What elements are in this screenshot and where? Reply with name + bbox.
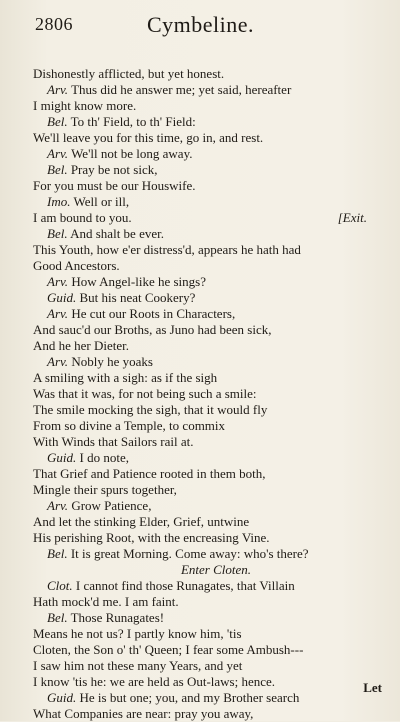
text-line: [33, 658, 363, 674]
stage-direction: [Exit.: [337, 210, 367, 225]
page-header: [35, 12, 365, 38]
text-line: [33, 370, 363, 386]
text-line: [33, 690, 363, 706]
line-text: This Youth, how e'er distress'd, appears he hath had: [33, 242, 301, 257]
line-text: That Grief and Patience rooted in them both,: [33, 466, 266, 481]
text-line: [33, 530, 363, 546]
line-text: To th' Field, to th' Field:: [67, 114, 196, 129]
line-text: Pray be not sick,: [67, 162, 158, 177]
line-text: Means he not us? I partly know him, 'tis: [33, 626, 242, 641]
line-text: And shalt be ever.: [67, 226, 164, 241]
line-text: With Winds that Sailors rail at.: [33, 434, 194, 449]
text-line: [33, 354, 363, 370]
line-text: Thus did he answer me; yet said, hereafter: [68, 82, 292, 97]
line-text: Hath mock'd me. I am faint.: [33, 594, 179, 609]
line-text: What Companies are near: pray you away,: [33, 706, 254, 721]
speaker-name: Bel.: [47, 162, 68, 177]
catchword: Let: [363, 680, 382, 695]
text-line: [33, 338, 363, 354]
line-text: From so divine a Temple, to commix: [33, 418, 226, 433]
text-line: [33, 242, 363, 258]
line-text: Grow Patience,: [68, 498, 152, 513]
speaker-name: Bel.: [47, 610, 68, 625]
speaker-name: Arv.: [47, 146, 69, 161]
text-line: [33, 562, 363, 578]
line-text: I cannot find those Runagates, that Villain: [72, 578, 295, 593]
text-line: [33, 178, 363, 194]
text-line: [33, 66, 363, 82]
line-text: He cut our Roots in Characters,: [68, 306, 236, 321]
page-number: 2806: [35, 14, 73, 34]
speaker-name: Bel.: [47, 546, 68, 561]
text-line: [33, 98, 363, 114]
text-line: [33, 674, 363, 690]
line-text: Nobly he yoaks: [68, 354, 153, 369]
play-text: [33, 66, 367, 722]
text-line: [33, 258, 363, 274]
line-text: We'll leave you for this time, go in, and rest.: [33, 130, 264, 145]
line-text: How Angel-like he sings?: [68, 274, 206, 289]
line-text: Well or ill,: [70, 194, 130, 209]
speaker-name: Guid.: [47, 690, 77, 705]
line-text: Dishonestly afflicted, but yet honest.: [33, 66, 225, 81]
text-line: [33, 482, 363, 498]
text-line: [33, 274, 363, 290]
line-text: I might know more.: [33, 98, 137, 113]
line-text: It is great Morning. Come away: who's there?: [67, 546, 309, 561]
line-text: Was that it was, for not being such a smile:: [33, 386, 257, 401]
text-line: [33, 418, 363, 434]
line-text: I know 'tis he: we are held as Out-laws; hence.: [33, 674, 276, 689]
line-text: We'll not be long away.: [68, 146, 193, 161]
running-title: Cymbeline.: [147, 12, 255, 37]
line-text: And sauc'd our Broths, as Juno had been sick,: [33, 322, 272, 337]
line-text: Those Runagates!: [67, 610, 165, 625]
line-text: Good Ancestors.: [33, 258, 120, 273]
line-text: Mingle their spurs together,: [33, 482, 177, 497]
text-line: [33, 450, 363, 466]
text-line: [33, 434, 363, 450]
text-line: [33, 306, 363, 322]
text-line: [33, 162, 363, 178]
speaker-name: Bel.: [47, 114, 68, 129]
text-line: [33, 514, 363, 530]
line-text: He is but one; you, and my Brother search: [76, 690, 300, 705]
text-line: [33, 706, 363, 722]
speaker-name: Arv.: [47, 354, 69, 369]
speaker-name: Arv.: [47, 274, 69, 289]
line-text: A smiling with a sigh: as if the sigh: [33, 370, 218, 385]
line-text: For you must be our Houswife.: [33, 178, 196, 193]
text-line: [33, 226, 363, 242]
text-line: [33, 466, 363, 482]
text-line: [33, 322, 363, 338]
text-line: [33, 594, 363, 610]
line-text: And let the stinking Elder, Grief, untwine: [33, 514, 250, 529]
text-line: [33, 626, 363, 642]
speaker-name: Imo.: [47, 194, 71, 209]
line-text: I am bound to you.: [33, 210, 132, 225]
text-line: [33, 610, 363, 626]
speaker-name: Bel.: [47, 226, 68, 241]
line-text: I do note,: [76, 450, 129, 465]
text-line: [33, 194, 363, 210]
speaker-name: Arv.: [47, 498, 69, 513]
text-line: [33, 386, 363, 402]
line-text: Cloten, the Son o' th' Queen; I fear some Ambush---: [33, 642, 304, 657]
text-line: [33, 642, 363, 658]
text-line: [33, 82, 363, 98]
text-line: [33, 210, 367, 226]
speaker-name: Guid.: [47, 290, 77, 305]
line-text: And he her Dieter.: [33, 338, 130, 353]
speaker-name: Arv.: [47, 82, 69, 97]
text-line: [33, 290, 363, 306]
line-text: The smile mocking the sigh, that it would fly: [33, 402, 268, 417]
text-line: [33, 578, 363, 594]
line-text: His perishing Root, with the encreasing Vine.: [33, 530, 270, 545]
speaker-name: Arv.: [47, 306, 69, 321]
speaker-name: Clot.: [47, 578, 73, 593]
speaker-name: Guid.: [47, 450, 77, 465]
line-text: But his neat Cookery?: [76, 290, 196, 305]
line-text: I saw him not these many Years, and yet: [33, 658, 243, 673]
text-line: [33, 114, 363, 130]
text-line: [33, 498, 363, 514]
line-text: Enter Cloten.: [180, 562, 252, 577]
text-line: [33, 146, 363, 162]
text-line: [33, 546, 363, 562]
text-line: [33, 402, 363, 418]
text-line: [33, 130, 363, 146]
